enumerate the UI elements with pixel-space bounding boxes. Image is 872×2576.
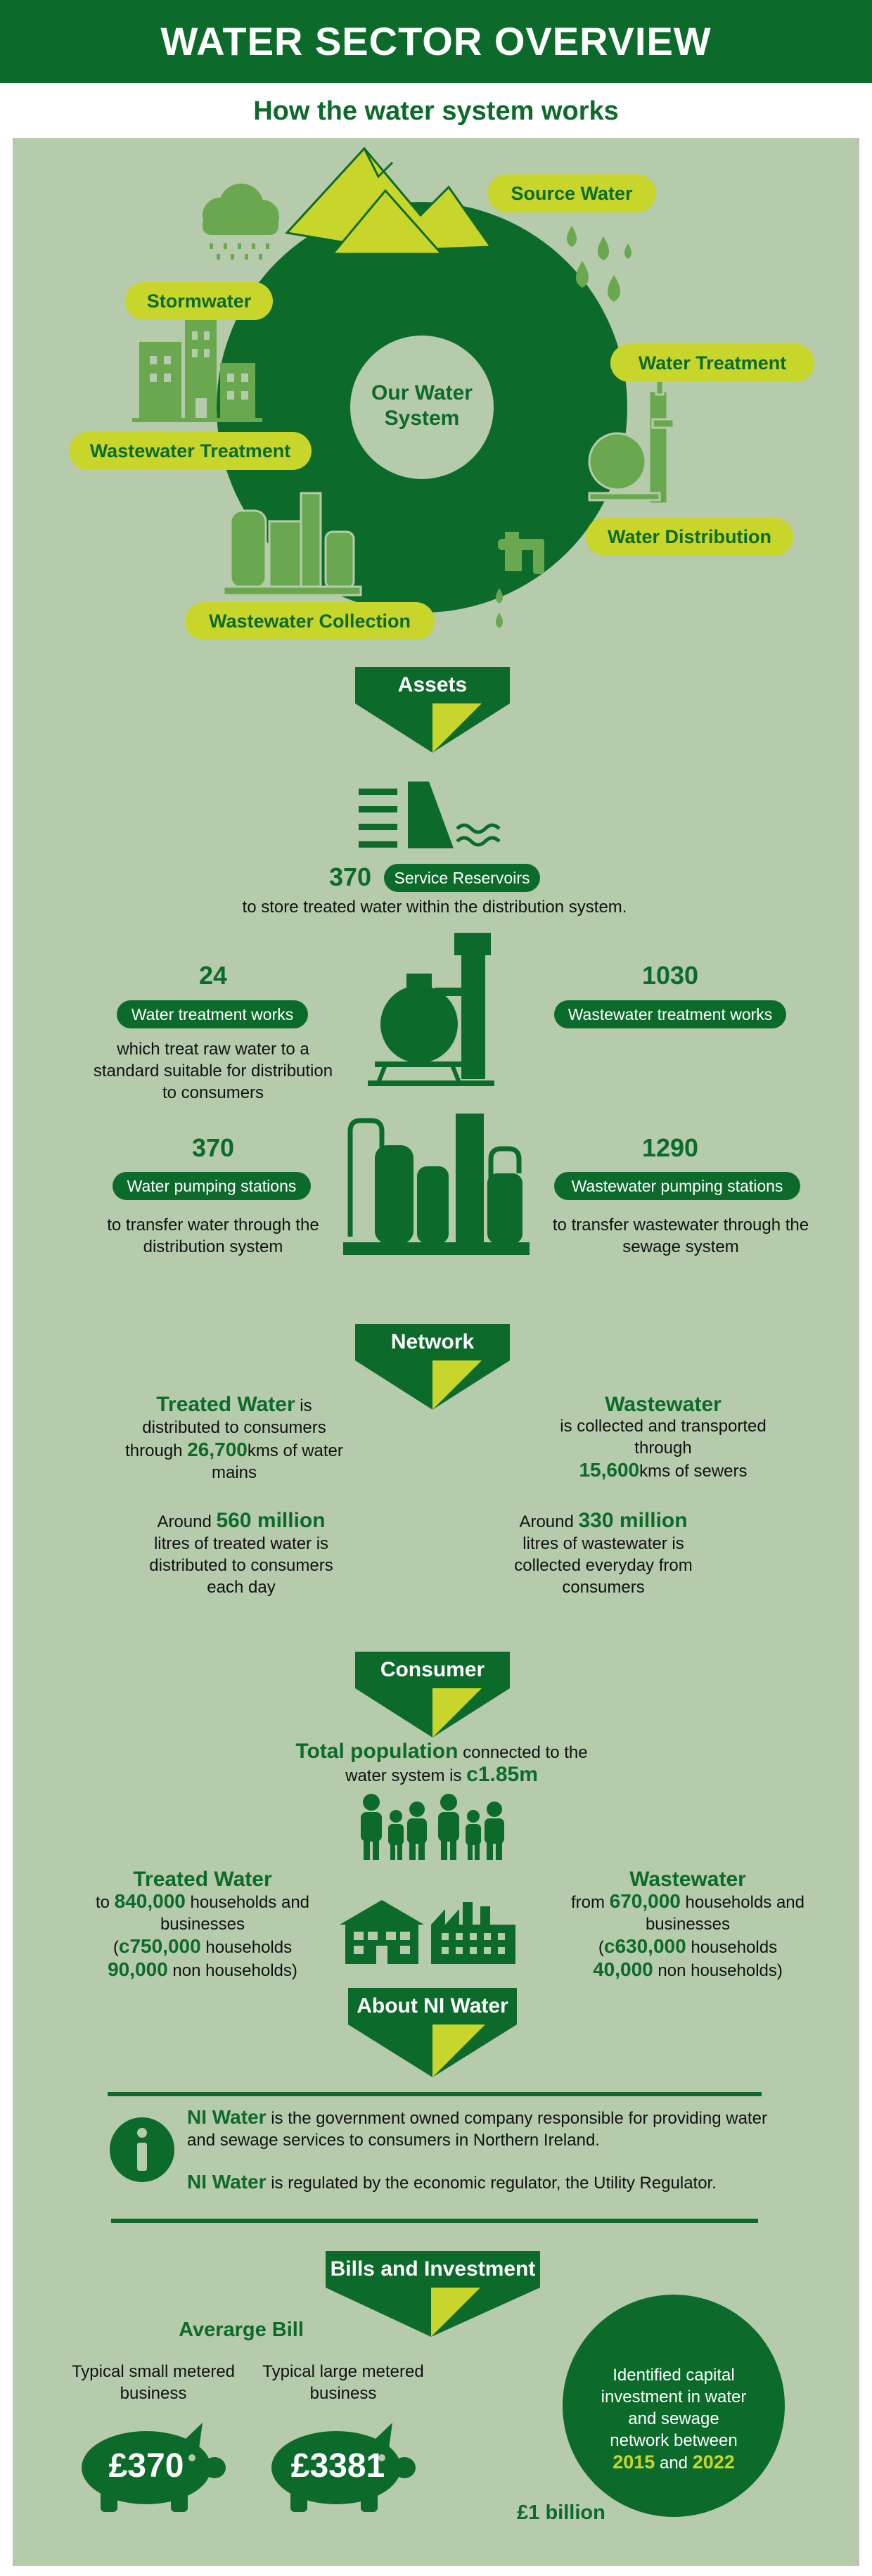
water-works-label: Water treatment works (117, 1000, 308, 1028)
population-t1: connected to the water system is (345, 1743, 588, 1785)
page-subtitle: How the water system works (253, 96, 619, 126)
consumer-waste-nonpost: non households) (653, 1961, 783, 1980)
investment-text (596, 2364, 751, 2474)
stage-wastewater-treatment: Wastewater Treatment (69, 432, 312, 470)
about-paragraph-2 (187, 2171, 771, 2194)
treated-volume-pre: Around (157, 1512, 217, 1531)
info-icon (108, 2116, 176, 2183)
about-paragraph-1 (187, 2106, 771, 2151)
consumer-treated-value: 840,000 (114, 1890, 186, 1912)
waste-volume-post: litres of wastewater is collected everyday from consumers (514, 1534, 693, 1597)
average-bill-title: Averarge Bill (179, 2319, 304, 2341)
population-value: c1.85m (466, 1763, 538, 1786)
small-bill-label: Typical small metered business (71, 2362, 236, 2403)
water-works-value: 24 (198, 961, 228, 990)
network-waste-t1: is collected and transported through (560, 1417, 767, 1458)
wastewater-pumping-label: Wastewater pumping stations (554, 1172, 800, 1200)
assets-title: Assets (355, 667, 510, 703)
consumer-population (294, 1740, 589, 1787)
consumer-waste-households: c630,000 (603, 1935, 686, 1957)
stage-source-water: Source Water (487, 174, 656, 212)
network-treated-km: 26,700 (187, 1439, 248, 1460)
about-p2-name: NI Water (187, 2171, 267, 2193)
consumer-waste-value: 670,000 (609, 1890, 681, 1912)
consumer-title: Consumer (355, 1652, 510, 1688)
assets-arrow (355, 703, 510, 753)
treatment-works-icon (364, 931, 505, 1093)
network-treated-volume (136, 1510, 347, 1598)
network-waste-heading: Wastewater (605, 1393, 722, 1416)
about-top-rule (108, 2092, 762, 2096)
consumer-treated-post: households and businesses (160, 1893, 310, 1934)
investment-value: £1 billion (517, 2501, 605, 2524)
consumer-waste-hpre: ( (598, 1938, 604, 1957)
waste-volume-value: 330 million (578, 1509, 688, 1532)
reservoirs-label: Service Reservoirs (384, 864, 540, 892)
consumer-treated-hpre: ( (113, 1938, 119, 1957)
population-label: Total population (295, 1740, 459, 1763)
consumer-treated-pre: to (95, 1893, 115, 1912)
network-waste-volume (498, 1510, 709, 1598)
bills-title: Bills and Investment (326, 2251, 540, 2288)
consumer-treated-nonpost: non households) (167, 1961, 297, 1980)
stage-wastewater-collection: Wastewater Collection (185, 602, 435, 640)
consumer-treated (83, 1868, 322, 1982)
about-arrow (348, 2025, 517, 2077)
small-bill-value: £370 (108, 2447, 184, 2485)
treated-volume-post: litres of treated water is distributed to consumers each day (149, 1534, 333, 1597)
consumer-treated-hpost: households (200, 1938, 293, 1957)
investment-year-from: 2015 (613, 2451, 655, 2473)
page-header: WATER SECTOR OVERVIEW (0, 0, 872, 83)
about-p2-text: is regulated by the economic regulator, the Utility Regulator. (266, 2174, 717, 2193)
wastewater-works-value: 1030 (641, 961, 699, 990)
wastewater-pumping-value: 1290 (641, 1133, 699, 1162)
consumer-arrow (355, 1688, 510, 1737)
network-treated-t1: is distributed to consumers through (125, 1396, 326, 1460)
network-treated-water (118, 1394, 350, 1484)
about-title: About NI Water (348, 1988, 517, 2025)
network-title: Network (355, 1324, 510, 1360)
reservoirs-desc: to store treated water within the distribution system. (242, 898, 627, 917)
network-treated-heading: Treated Water (156, 1393, 295, 1416)
consumer-waste-pre: from (570, 1893, 610, 1912)
water-works-desc: which treat raw water to a standard suitable for distribution to consumers (93, 1040, 333, 1102)
investment-and: and (655, 2454, 693, 2473)
cycle-center-label: Our Water System (371, 381, 473, 430)
water-pumping-label: Water pumping stations (113, 1172, 311, 1200)
network-treated-t2: kms of water mains (211, 1441, 343, 1482)
consumer-treated-heading: Treated Water (133, 1868, 272, 1891)
consumer-waste-non: 40,000 (593, 1958, 653, 1980)
stage-stormwater: Stormwater (125, 282, 273, 320)
waste-volume-pre: Around (519, 1512, 579, 1531)
consumer-treated-households: c750,000 (118, 1935, 201, 1957)
stage-water-distribution: Water Distribution (586, 518, 793, 556)
network-wastewater (547, 1394, 779, 1482)
network-arrow (355, 1360, 510, 1410)
large-bill-label: Typical large metered business (262, 2362, 424, 2403)
mountains-icon (287, 148, 491, 254)
treated-volume-value: 560 million (216, 1509, 326, 1532)
network-waste-t2: kms of sewers (639, 1462, 748, 1481)
water-pumping-value: 370 (191, 1133, 235, 1162)
rain-cloud-icon (203, 184, 279, 260)
bills-arrow (326, 2288, 540, 2337)
reservoirs-value: 370 (328, 862, 372, 891)
consumer-treated-non: 90,000 (108, 1958, 168, 1980)
consumer-waste-hpost: households (686, 1938, 778, 1957)
wastewater-pumping-desc: to transfer wastewater through the sewage system (552, 1216, 809, 1256)
investment-year-to: 2022 (692, 2451, 735, 2473)
about-p1-text: is the government owned company responsible for providing water and sewage services to consumers in Northern Ireland. (187, 2109, 767, 2150)
stage-water-treatment: Water Treatment (610, 344, 814, 382)
reservoir-icon (359, 778, 513, 855)
water-pumping-desc: to transfer water through the distribution system (107, 1216, 319, 1256)
people-icon (354, 1792, 515, 1863)
consumer-waste-post: households and businesses (645, 1893, 805, 1934)
investment-desc: Identified capital investment in water and sewage network between (601, 2366, 747, 2450)
pumping-station-icon (343, 1110, 533, 1258)
about-p1-name: NI Water (187, 2106, 267, 2128)
about-bottom-rule (111, 2219, 758, 2223)
content-panel (13, 138, 859, 2566)
network-waste-km: 15,600 (579, 1459, 640, 1481)
wastewater-works-label: Wastewater treatment works (554, 1000, 786, 1028)
consumer-waste-heading: Wastewater (629, 1868, 746, 1891)
house-factory-icon (340, 1896, 530, 1967)
large-bill-value: £3381 (290, 2447, 385, 2485)
consumer-wastewater (568, 1868, 807, 1982)
